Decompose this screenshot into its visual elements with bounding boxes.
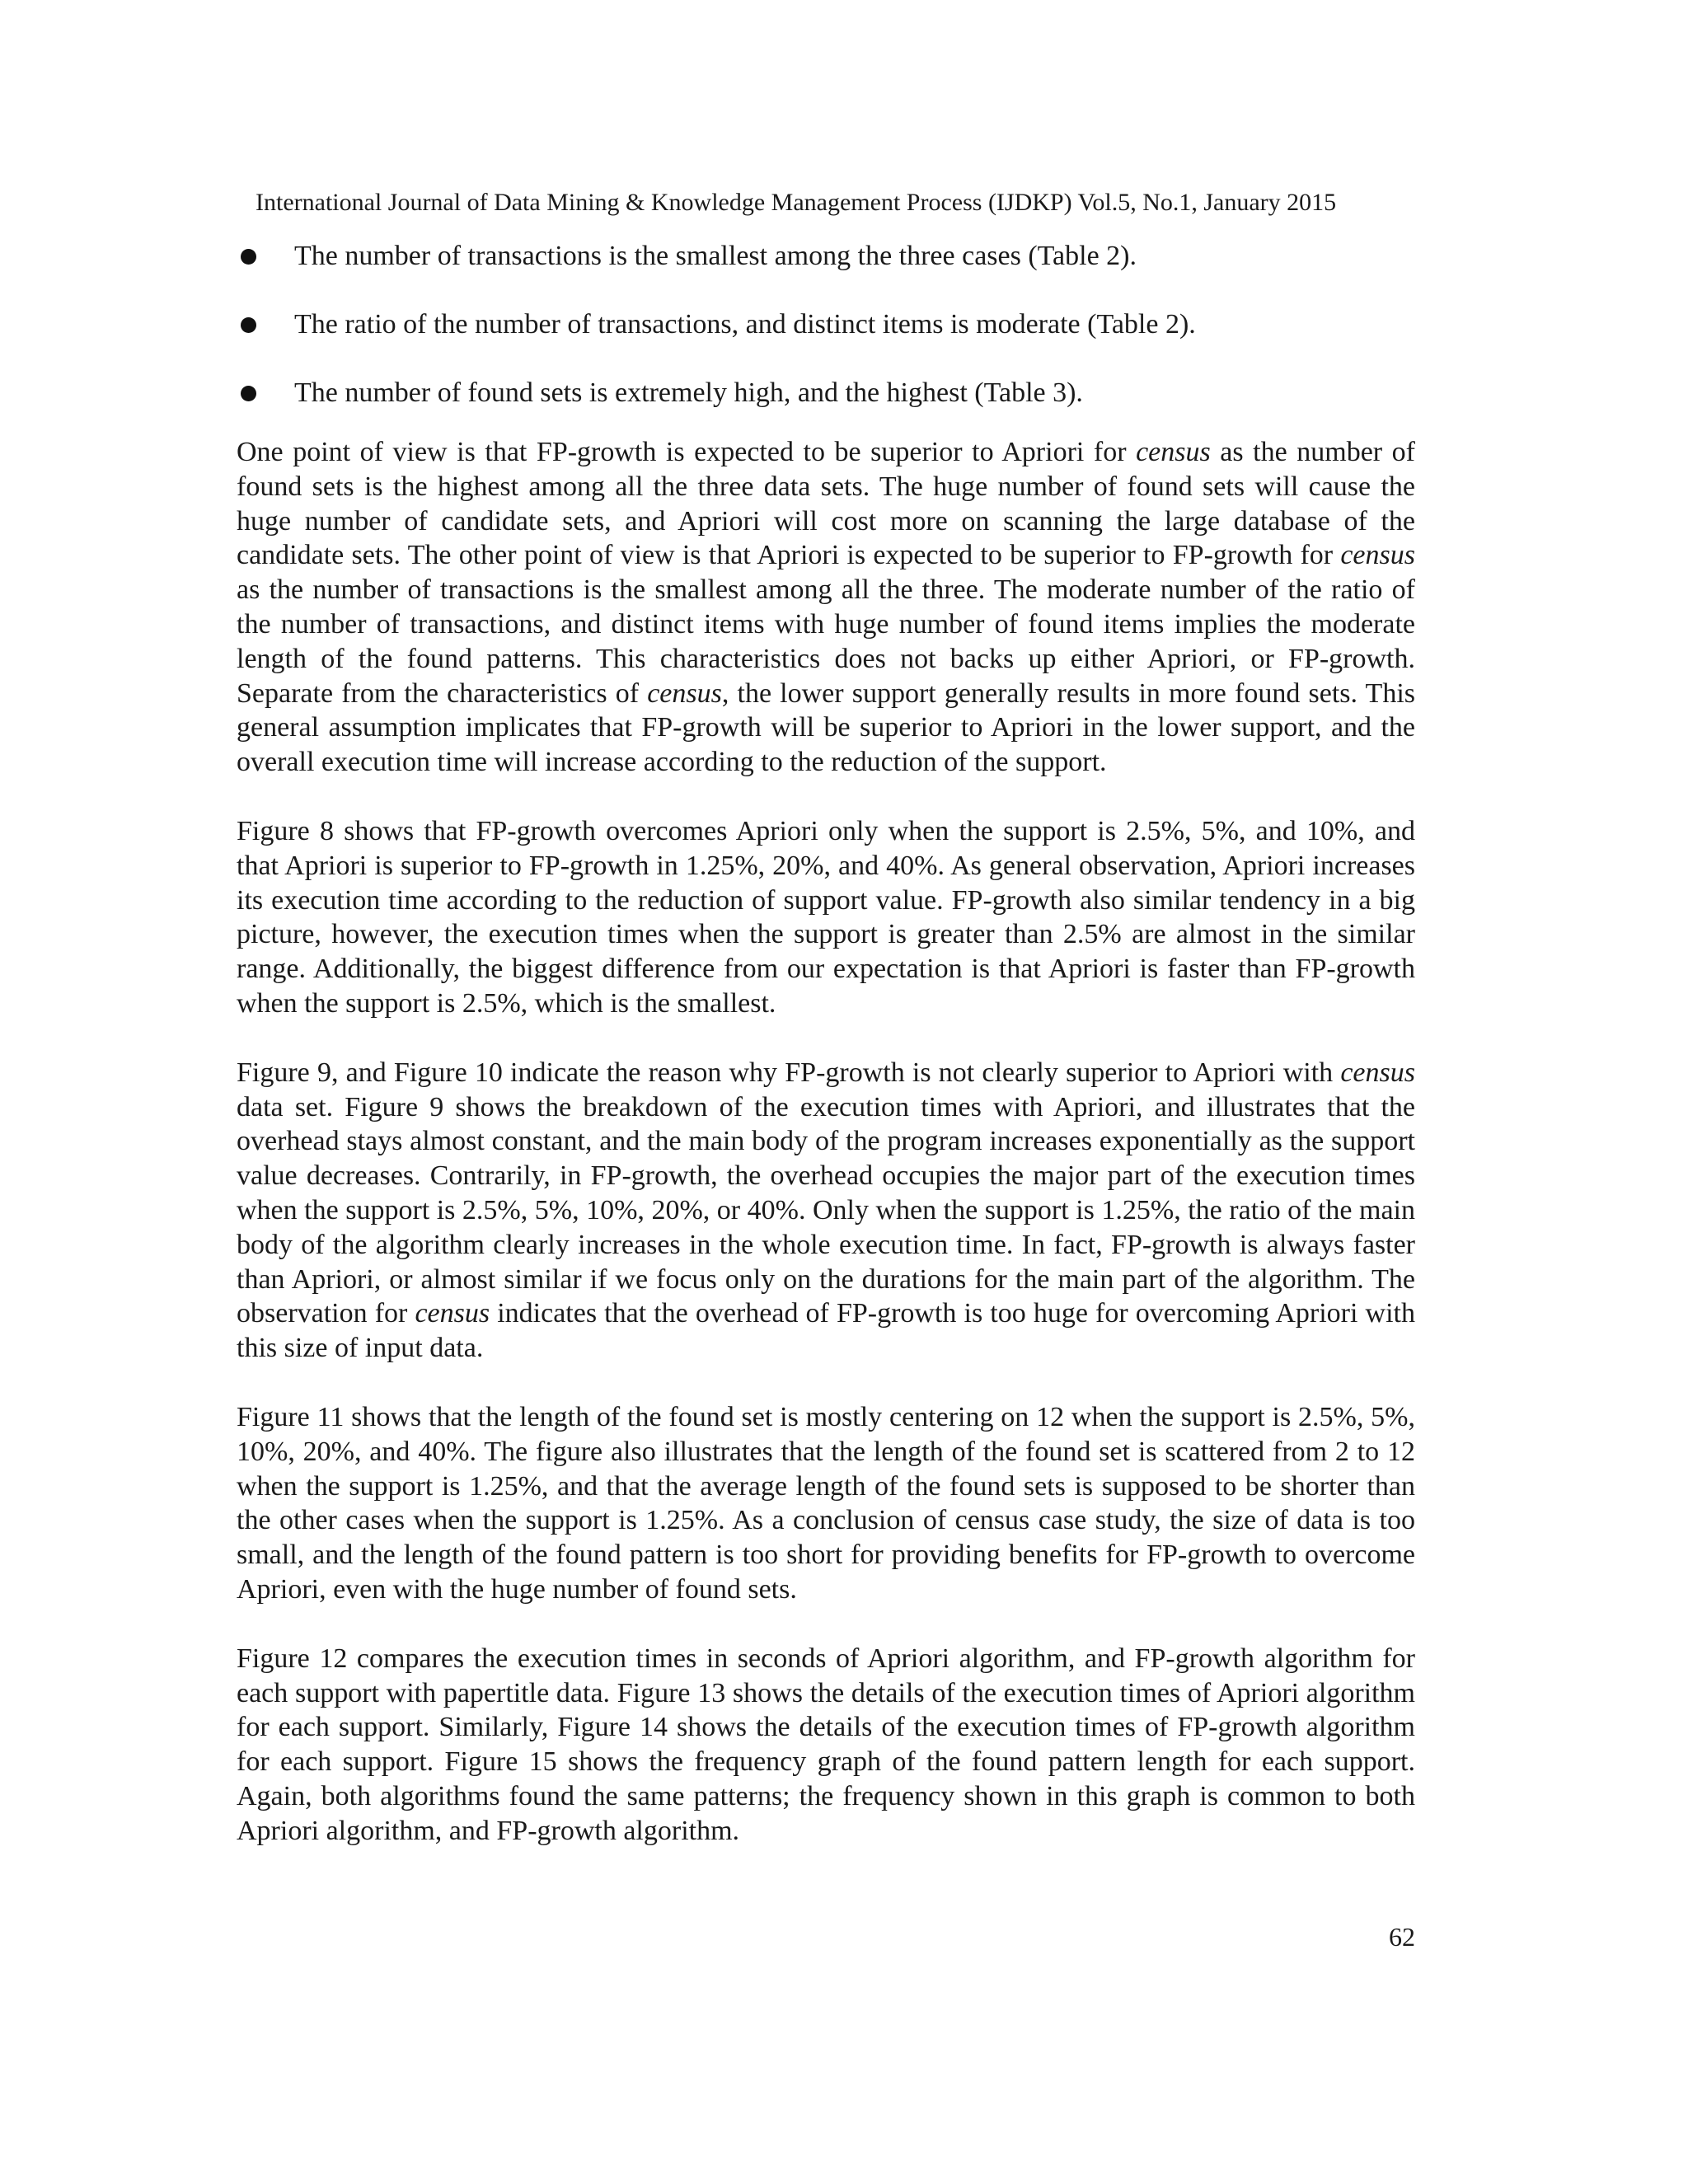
emphasis-census: census (1340, 1057, 1415, 1088)
emphasis-census: census (415, 1298, 490, 1329)
bullet-dot-icon (241, 386, 256, 401)
body-text (237, 435, 1415, 1882)
paragraph-4: Figure 11 shows that the length of the found set is mostly centering on 12 when the support is 2.5%, 5%, 10%, 20%, and 40%. The figure also illustrates that the length of the found set is scattered from 2 to 12 when the support is 1.25%, and that the average length of the found sets is supposed to be shorter than the other cases when the support is 1.25%. As a conclusion of census case study, the size of data is too small, and the length of the found pattern is too short for providing benefits for FP-growth to overcome Apriori, even with the huge number of found sets. (237, 1401, 1415, 1605)
paragraph-1 (237, 435, 1415, 780)
paragraph-text: One point of view is that FP-growth is expected to be superior to Apriori for (237, 437, 1137, 467)
paragraph-5: Figure 12 compares the execution times in seconds of Apriori algorithm, and FP-growth algorithm for each support with papertitle data. Figure 13 shows the details of the execution times of Apriori algorithm for each support. Similarly, Figure 14 shows the details of the execution times of FP-growth algorithm for each support. Figure 15 shows the frequency graph of the found pattern length for each support. Again, both algorithms found the same patterns; the frequency shown in this graph is common to both Apriori algorithm, and FP-growth algorithm. (237, 1643, 1415, 1846)
page-number: 62 (1389, 1922, 1415, 1952)
emphasis-census: census (1340, 540, 1415, 571)
paragraph-text: as the number of transactions is the smallest among all the three. The moderate number of the ratio of the number of transactions, and distinct items with huge number of found items implies the moderate length of the found patterns. This characteristics does not backs up either Apriori, or FP-growth. Separate from the characteristics of (237, 574, 1415, 709)
bullet-item (237, 307, 1415, 342)
bullet-dot-icon (241, 317, 256, 333)
bullet-text: The ratio of the number of transactions, and distinct items is moderate (Table 2). (294, 309, 1196, 340)
paragraph-3 (237, 1056, 1415, 1366)
bullet-text: The number of found sets is extremely high, and the highest (Table 3). (294, 377, 1083, 408)
paragraph-text: Figure 9, and Figure 10 indicate the reason why FP-growth is not clearly superior to Apriori with (237, 1057, 1341, 1088)
paragraph-text: data set. Figure 9 shows the breakdown of the execution times with Apriori, and illustrates that the overhead stays almost constant, and the main body of the program increases exponentially as the support value decreases. Contrarily, in FP-growth, the overhead occupies the major part of the execution times when the support is 2.5%, 5%, 10%, 20%, or 40%. Only when the support is 1.25%, the ratio of the main body of the algorithm clearly increases in the whole execution time. In fact, FP-growth is always faster than Apriori, or almost similar if we focus only on the durations for the main part of the algorithm. The observation for (237, 1091, 1415, 1329)
paragraph-text: indicates that the overhead of FP-growth is too huge for overcoming Apriori with this size of input data. (237, 1298, 1415, 1364)
running-head: International Journal of Data Mining & Knowledge Management Process (IJDKP) Vol.5, No.1, January 2015 (256, 189, 1337, 216)
emphasis-census: census (1136, 437, 1211, 467)
paragraph-text: as the number of found sets is the highest among all the three data sets. The huge number of found sets will cause the huge number of candidate sets, and Apriori will cost more on scanning the large database of the candidate sets. The other point of view is that Apriori is expected to be superior to FP-growth for (237, 437, 1415, 571)
paragraph-2: Figure 8 shows that FP-growth overcomes Apriori only when the support is 2.5%, 5%, and 10%, and that Apriori is superior to FP-growth in 1.25%, 20%, and 40%. As general observation, Apriori increases its execution time according to the reduction of support value. FP-growth also similar tendency in a big picture, however, the execution times when the support is greater than 2.5% are almost in the similar range. Additionally, the biggest difference from our expectation is that Apriori is faster than FP-growth when the support is 2.5%, which is the smallest. (237, 815, 1415, 1019)
paragraph-text: , the lower support generally results in more found sets. This general assumption implicates that FP-growth will be superior to Apriori in the lower support, and the overall execution time will increase according to the reduction of the support. (237, 677, 1415, 778)
bullet-item (237, 239, 1415, 274)
bullet-text: The number of transactions is the smallest among the three cases (Table 2). (294, 241, 1137, 271)
emphasis-census: census (647, 677, 722, 709)
bullet-item (237, 376, 1415, 410)
bullet-dot-icon (241, 249, 256, 265)
bullet-list (237, 239, 1415, 444)
